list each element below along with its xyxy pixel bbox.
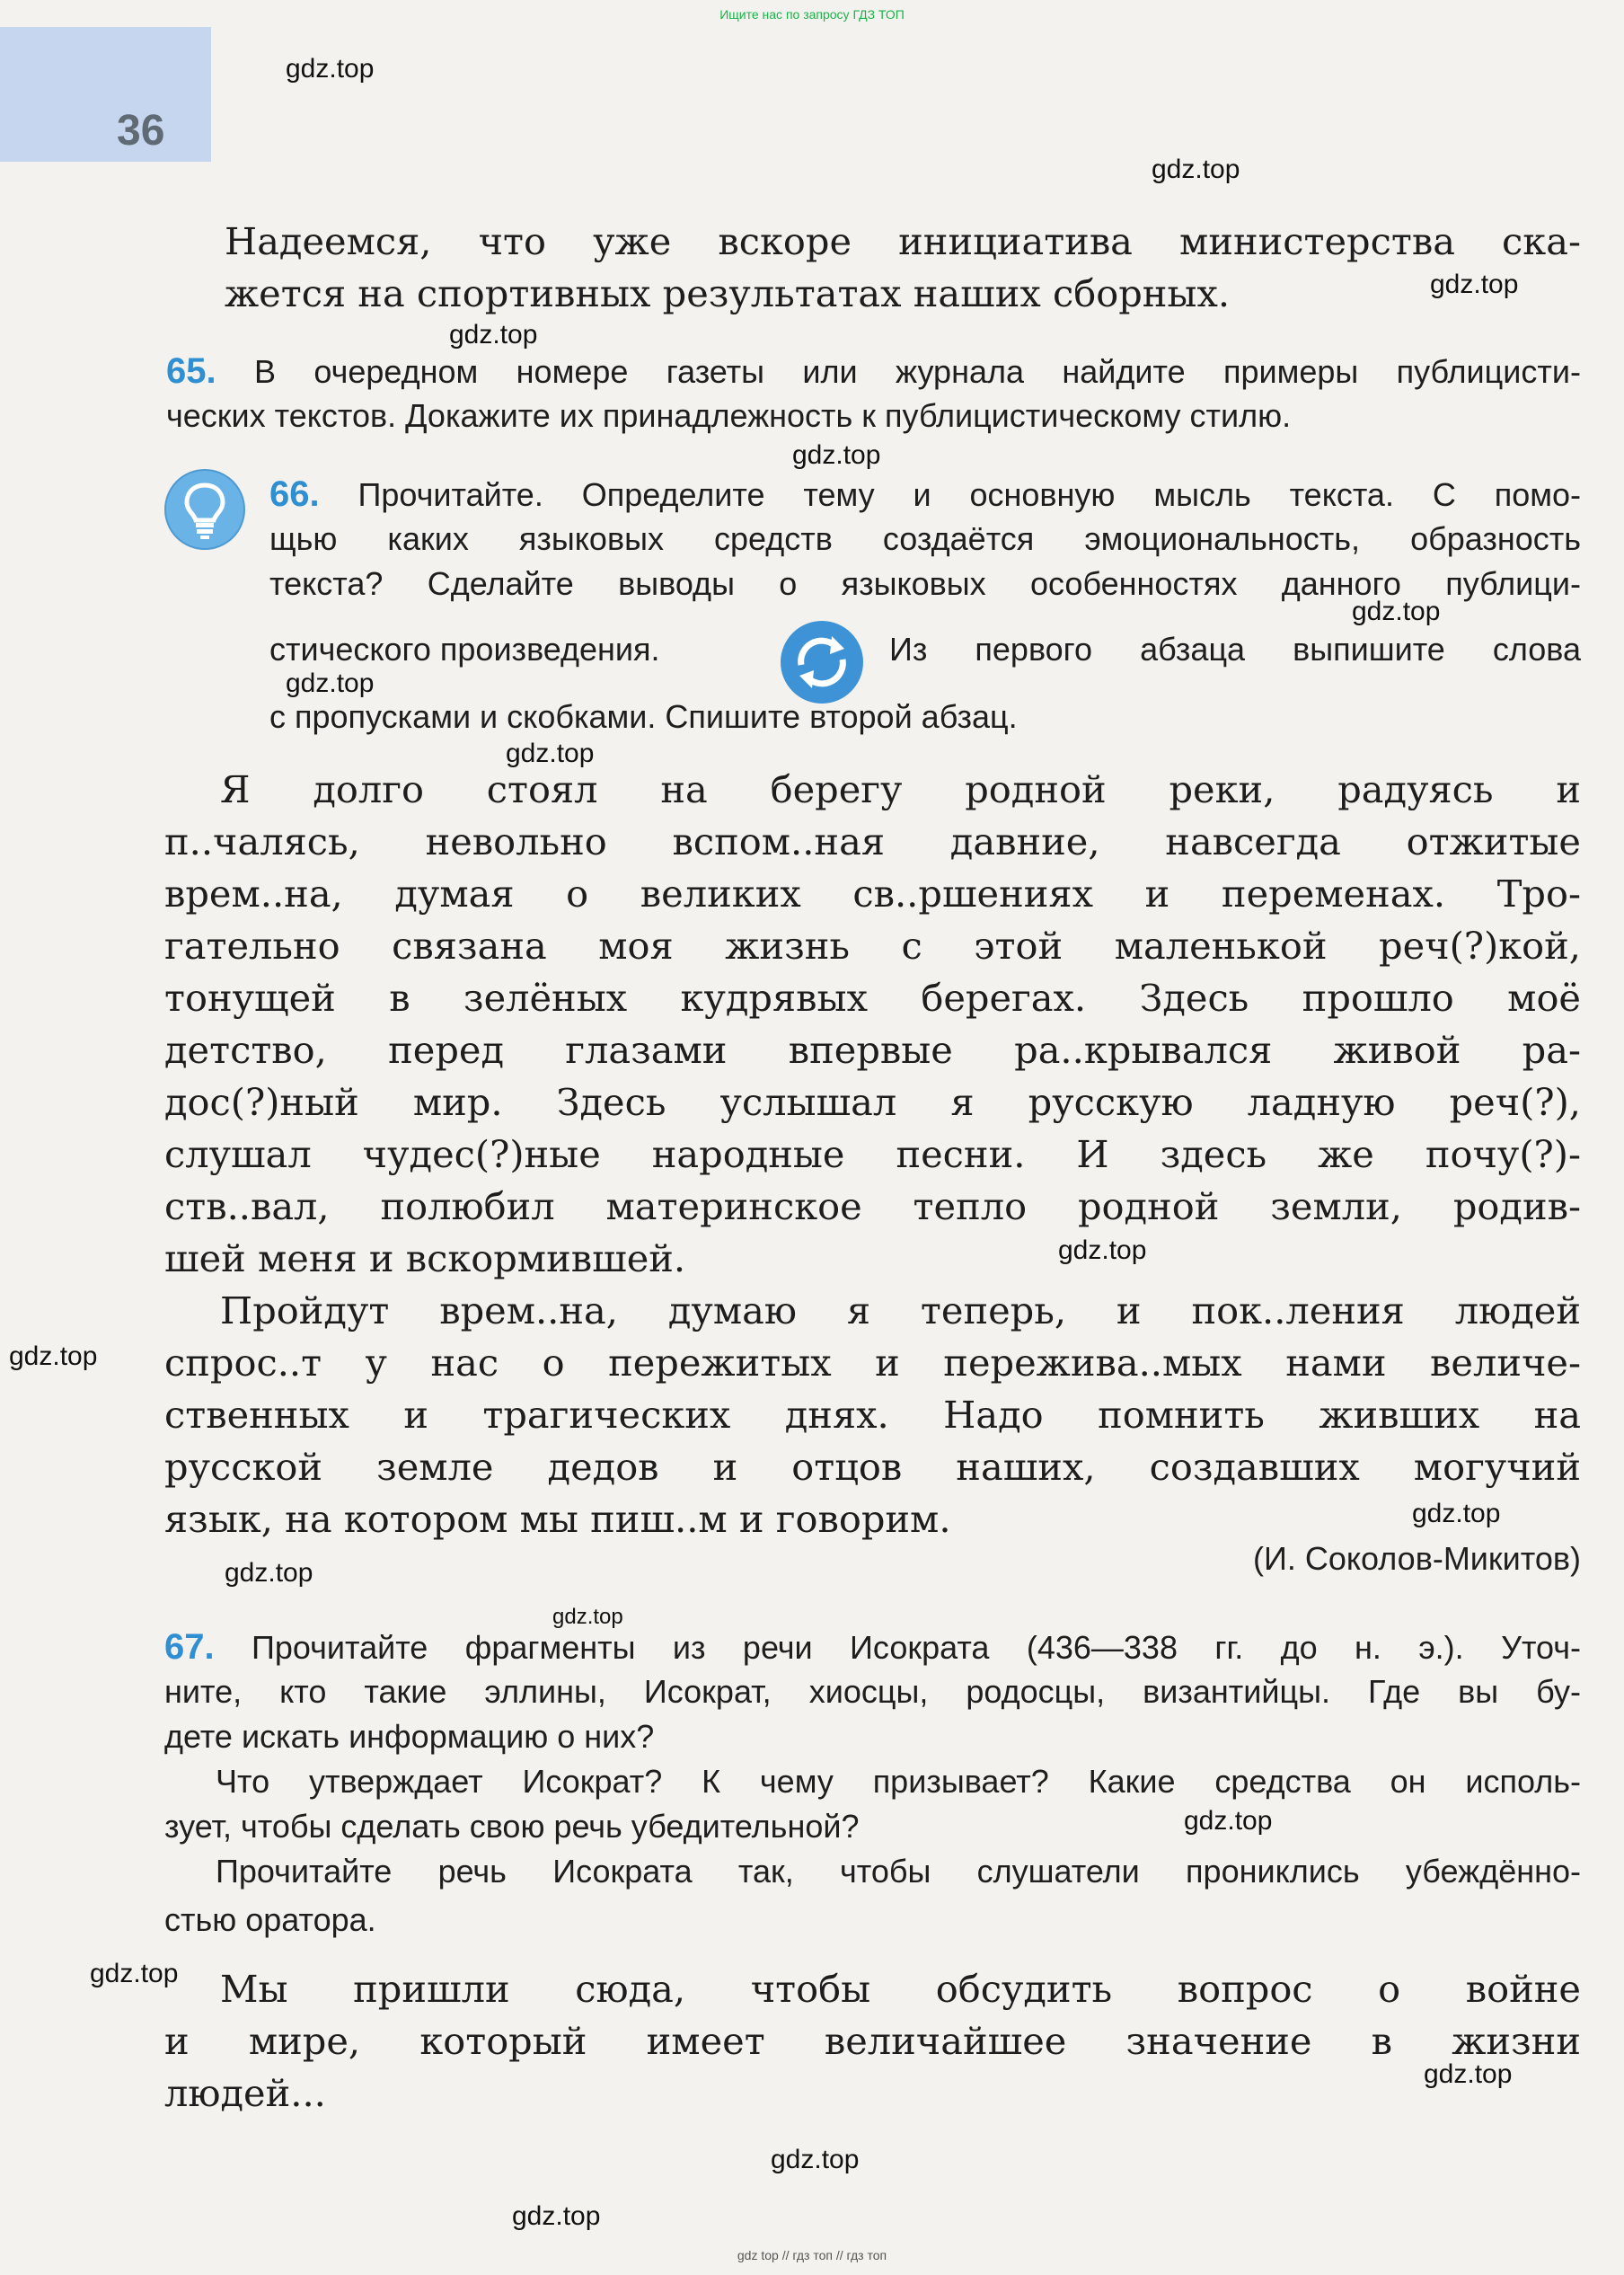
watermark: gdz.top: [1152, 155, 1240, 184]
watermark: gdz.top: [9, 1341, 98, 1371]
p1-line-8: слушал чудес(?)ные народные песни. И здесь же почу(?)-: [164, 1132, 1581, 1176]
ex65-line-2: ческих текстов. Докажите их принадлежность к публицистическому стилю.: [166, 397, 1292, 434]
ex67-line-2: ните, кто такие эллины, Исократ, хиосцы, родосцы, византийцы. Где вы бу-: [164, 1673, 1581, 1710]
watermark: gdz.top: [792, 440, 881, 470]
ex65-line-1: [166, 349, 1581, 394]
watermark: gdz.top: [1352, 597, 1441, 626]
ex66-line-2: щью каких языковых средств создаётся эмоциональность, образность: [269, 520, 1581, 557]
watermark: gdz.top: [90, 1959, 179, 1988]
watermark: gdz.top: [225, 1558, 313, 1588]
text-paragraph-2: [164, 1285, 1581, 1545]
page-corner-tab: [0, 27, 211, 162]
ex66-line-4b: Из первого абзаца выпишите слова: [889, 631, 1581, 668]
text-author: (И. Соколов-Микитов): [1253, 1540, 1581, 1577]
p1-line-9: ств..вал, полюбил материнское тепло родной земли, родив-: [164, 1184, 1581, 1228]
speech-text: [164, 1963, 1581, 2120]
speech-line-2: и мире, который имеет величайшее значение в жизни: [164, 2019, 1581, 2063]
ex66-line-4a: стического произведения.: [269, 631, 660, 668]
p1-line-3: врем..на, думая о великих св..ршениях и переменах. Тро-: [164, 872, 1581, 916]
watermark: gdz.top: [1058, 1235, 1147, 1265]
watermark: gdz.top: [1184, 1806, 1273, 1836]
watermark: gdz.top: [1412, 1499, 1501, 1528]
footer-note: gdz top // гдз топ // гдз топ: [737, 2248, 887, 2262]
p1-line-4: гательно связана моя жизнь с этой маленькой реч(?)кой,: [164, 924, 1581, 968]
ex67-line-1: [164, 1624, 1581, 1670]
p2-line-2: спрос..т у нас о пережитых и пережива..мых нами величе-: [164, 1341, 1581, 1385]
ex67-text-1: Прочитайте фрагменты из речи Исократа (436—338 гг. до н. э.). Уточ-: [252, 1629, 1581, 1666]
watermark: gdz.top: [1430, 270, 1519, 299]
watermark: gdz.top: [506, 739, 595, 768]
ex67-instruction-1: Прочитайте речь Исократа так, чтобы слушатели прониклись убеждённо-: [216, 1853, 1581, 1890]
p1-line-2: п..чалясь, невольно вспом..ная давние, навсегда отжитые: [164, 819, 1581, 863]
p1-line-1: Я долго стоял на берегу родной реки, радуясь и: [220, 767, 1581, 811]
ex67-instruction-2: стью оратора.: [164, 1901, 376, 1938]
ex67-question-2: зует, чтобы сделать свою речь убедительной?: [164, 1808, 860, 1845]
exercise-number-65: 65.: [166, 351, 216, 391]
ex66-text-1: Прочитайте. Определите тему и основную мысль текста. С помо-: [357, 476, 1581, 513]
ex67-question-1: Что утверждает Исократ? К чему призывает? Какие средства он исполь-: [216, 1763, 1581, 1800]
speech-line-1: Мы пришли сюда, чтобы обсудить вопрос о войне: [220, 1967, 1581, 2011]
ex66-line-3: текста? Сделайте выводы о языковых особенностях данного публици-: [269, 565, 1581, 602]
watermark: gdz.top: [449, 320, 538, 350]
ex66-line-1: [269, 472, 1581, 518]
p1-line-6: детство, перед глазами впервые ра..крывался живой ра-: [164, 1028, 1581, 1072]
exercise-number-66: 66.: [269, 474, 320, 514]
p1-line-7: дос(?)ный мир. Здесь услышал я русскую ладную реч(?),: [164, 1080, 1581, 1124]
watermark: gdz.top: [1424, 2059, 1513, 2089]
ex66-line-5: с пропусками и скобками. Спишите второй абзац.: [269, 698, 1018, 735]
page-number: 36: [117, 107, 165, 155]
watermark: gdz.top: [286, 54, 375, 84]
watermark: gdz.top: [286, 668, 375, 698]
arrows-cycle-icon: [780, 620, 864, 704]
intro-line-1: Надеемся, что уже вскоре инициатива министерства ска-: [225, 219, 1581, 263]
speech-line-3: людей...: [164, 2071, 326, 2115]
ex67-line-3: дете искать информацию о них?: [164, 1718, 655, 1755]
p1-line-10: шей меня и вскормившей.: [164, 1236, 686, 1280]
p1-line-5: тонущей в зелёных кудрявых берегах. Здесь прошло моё: [164, 976, 1581, 1020]
p2-line-3: ственных и трагических днях. Надо помнить живших на: [164, 1393, 1581, 1437]
intro-line-2: жется на спортивных результатах наших сборных.: [225, 271, 1231, 315]
p2-line-1: Пройдут врем..на, думаю я теперь, и пок..ления людей: [220, 1288, 1581, 1332]
search-hint: Ищите нас по запросу ГДЗ ТОП: [719, 7, 905, 22]
ex65-text-1: В очередном номере газеты или журнала найдите примеры публицисти-: [253, 353, 1581, 390]
text-paragraph-1: [164, 764, 1581, 1285]
exercise-number-67: 67.: [164, 1627, 215, 1667]
p2-line-5: язык, на котором мы пиш..м и говорим.: [164, 1497, 951, 1541]
watermark: gdz.top: [552, 1605, 623, 1629]
p2-line-4: русской земле дедов и отцов наших, создавших могучий: [164, 1445, 1581, 1489]
watermark: gdz.top: [771, 2145, 860, 2174]
lightbulb-icon: [164, 469, 245, 550]
watermark: gdz.top: [512, 2201, 601, 2231]
